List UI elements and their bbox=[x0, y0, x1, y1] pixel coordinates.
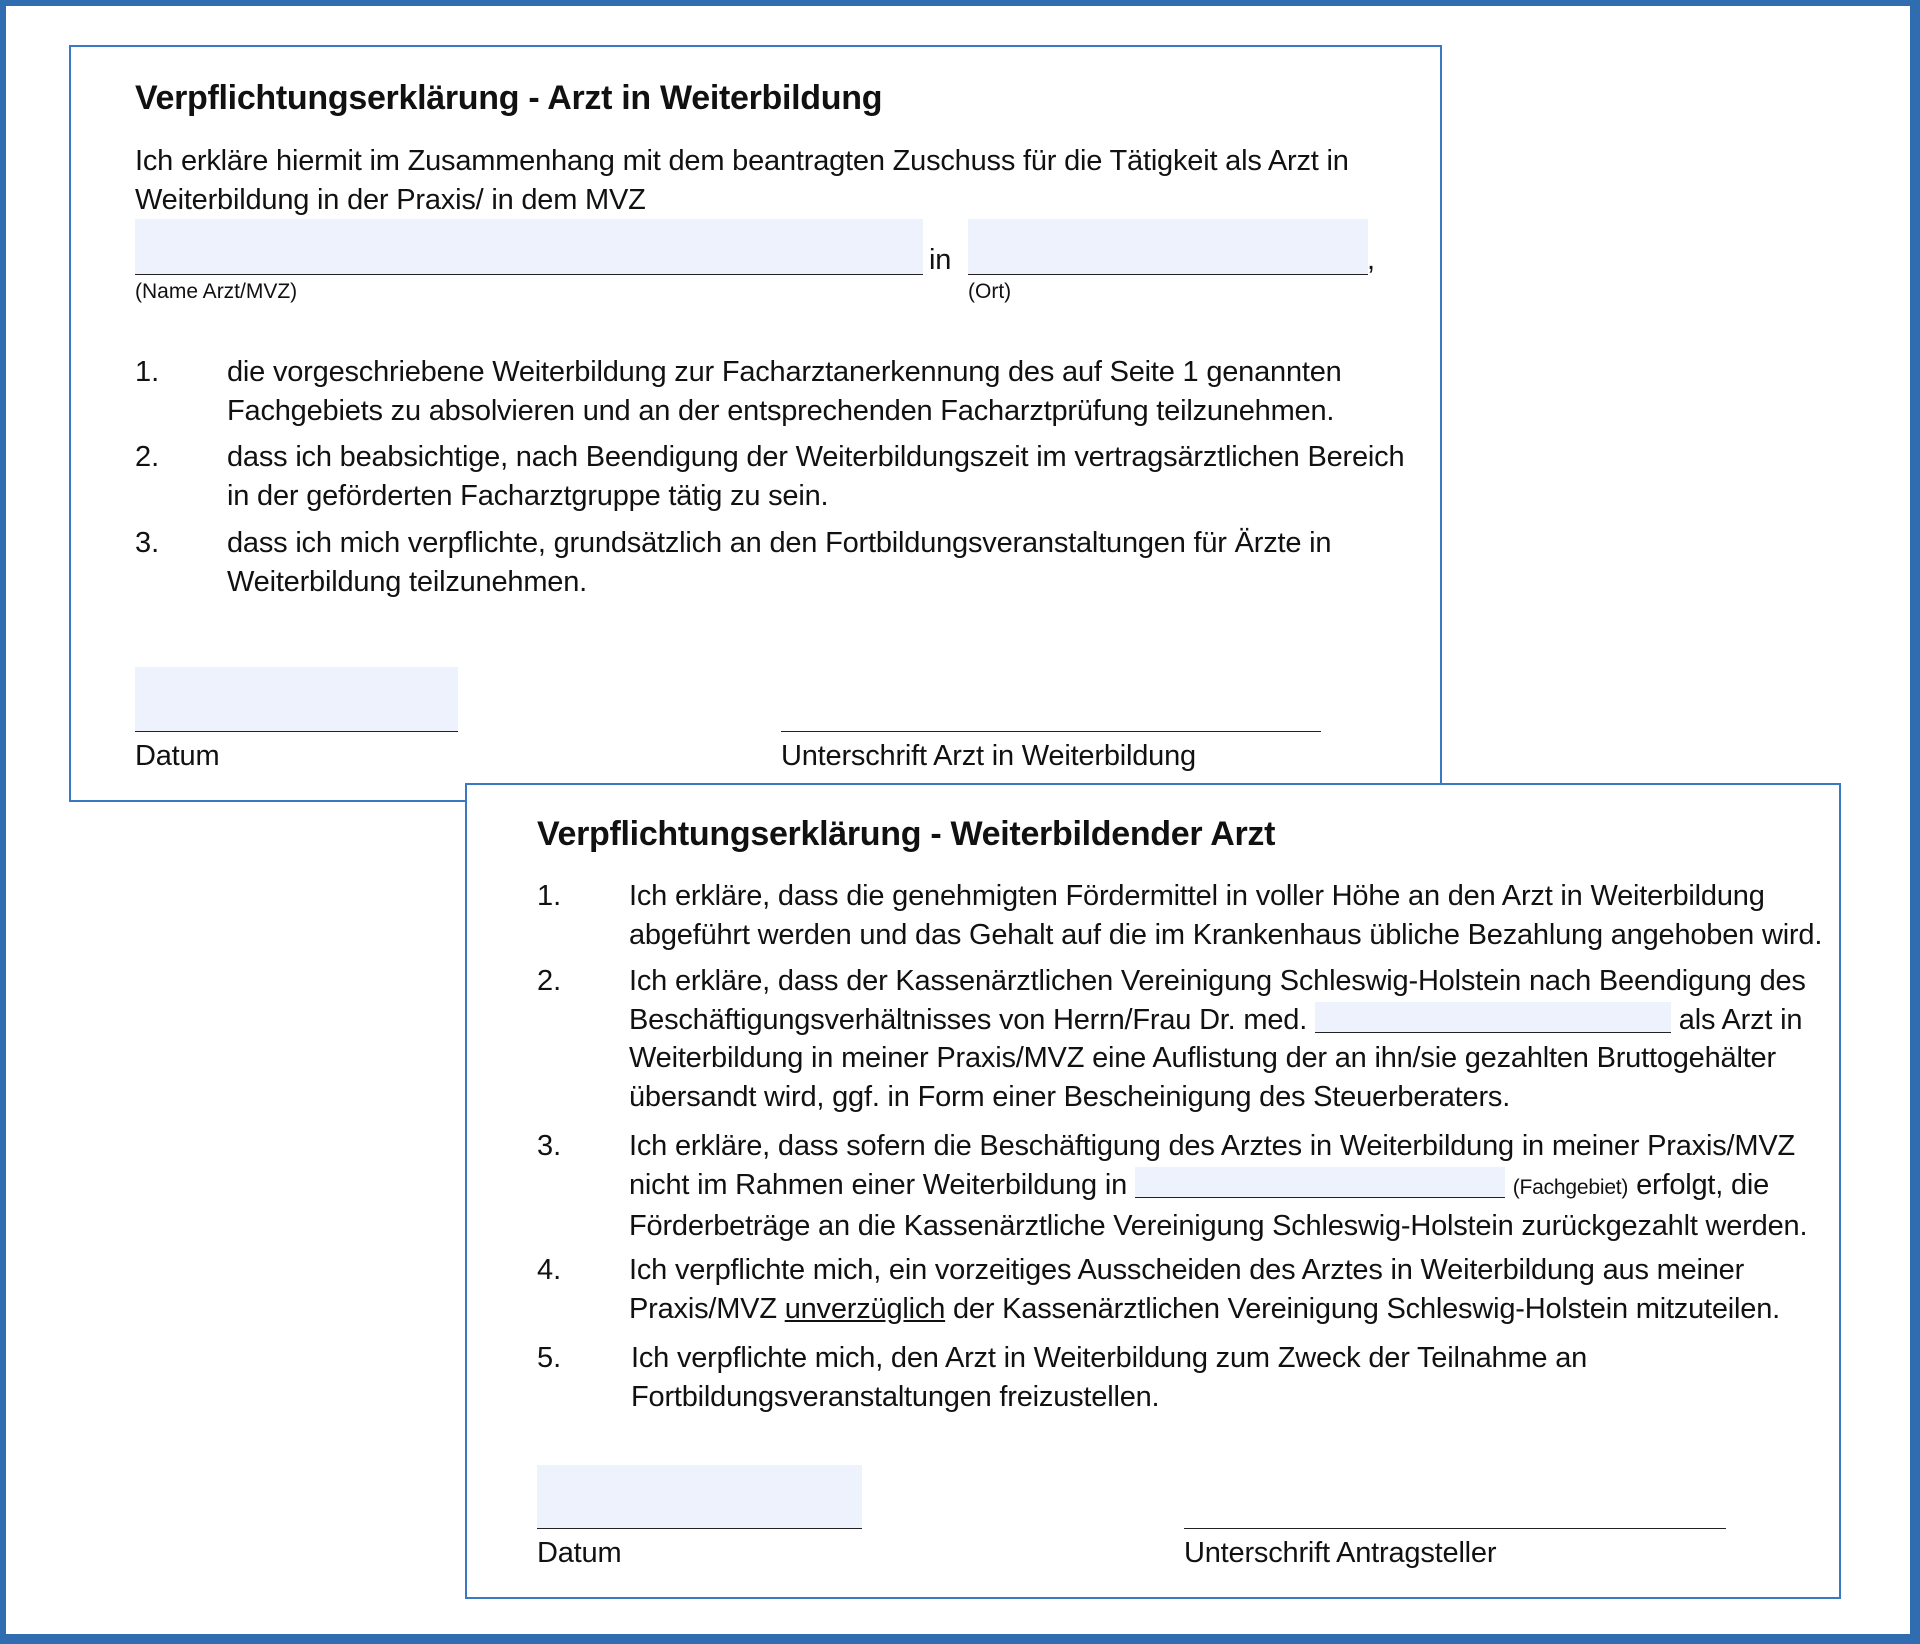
list-item-number: 1. bbox=[135, 356, 160, 388]
list-item: Ich erkläre, dass der Kassenärztlichen Vereinigung Schleswig-Holstein nach Beendigung des Beschäftigungsverhältnisses von Herrn/Frau Dr. med. als Arzt in Weiterbildung in meiner Praxis/MVZ eine Auflistung der an ihn/sie gezahlten Bruttogehälter übersandt wird, ggf. in Form einer Bescheinigung des Steuerberaters. bbox=[629, 965, 1806, 1113]
datum-field[interactable] bbox=[135, 667, 458, 732]
label-ort: (Ort) bbox=[968, 280, 1012, 303]
list-item: Ich verpflichte mich, ein vorzeitiges Ausscheiden des Arztes in Weiterbildung aus meiner Praxis/MVZ unverzüglich der Kassenärztlichen Vereinigung Schleswig-Holstein mitzuteilen. bbox=[629, 1254, 1781, 1325]
list-item-number: 3. bbox=[135, 527, 160, 559]
signature-line[interactable] bbox=[1184, 1528, 1726, 1529]
ort-field[interactable] bbox=[968, 219, 1368, 275]
name-arzt-mvz-field[interactable] bbox=[135, 219, 923, 275]
list-item-number: 1. bbox=[537, 880, 562, 912]
list-item: die vorgeschriebene Weiterbildung zur Facharztanerkennung des auf Seite 1 genannten Fachgebiets zu absolvieren und an der entsprechenden Facharztprüfung teilzunehmen. bbox=[227, 356, 1342, 427]
list-item: Ich erkläre, dass sofern die Beschäftigung des Arztes in Weiterbildung in meiner Praxis/MVZ nicht im Rahmen einer Weiterbildung in (Fachgebiet) erfolgt, die Förderbeträge an die Kassenärztliche Vereinigung Schleswig-Holstein zurückgezahlt werden. bbox=[629, 1130, 1808, 1242]
fachgebiet-field[interactable] bbox=[1135, 1167, 1505, 1198]
signature-line[interactable] bbox=[781, 731, 1321, 732]
declaration-trainee-panel bbox=[69, 45, 1442, 802]
list-item-number: 5. bbox=[537, 1342, 562, 1374]
list-item: dass ich beabsichtige, nach Beendigung der Weiterbildungszeit im vertragsärztlichen Bereich in der geförderten Facharztgruppe tätig zu sein. bbox=[227, 441, 1405, 512]
list-item: Ich verpflichte mich, den Arzt in Weiterbildung zum Zweck der Teilnahme an Fortbildungsveranstaltungen freizustellen. bbox=[631, 1342, 1588, 1413]
list-item-number: 4. bbox=[537, 1254, 562, 1286]
label-signature: Unterschrift Arzt in Weiterbildung bbox=[781, 740, 1196, 772]
intro-text-line1: Ich erkläre hiermit im Zusammenhang mit dem beantragten Zuschuss für die Tätigkeit als Arzt in bbox=[135, 145, 1349, 177]
doctor-name-field[interactable] bbox=[1315, 1002, 1671, 1033]
intro-text-line2: Weiterbildung in der Praxis/ in dem MVZ bbox=[135, 184, 646, 216]
list-item-number: 2. bbox=[537, 965, 562, 997]
comma-text: , bbox=[1367, 244, 1375, 276]
label-name-arzt-mvz: (Name Arzt/MVZ) bbox=[135, 280, 298, 303]
list-item: Ich erkläre, dass die genehmigten Fördermittel in voller Höhe an den Arzt in Weiterbildung abgeführt werden und das Gehalt auf die im Krankenhaus übliche Bezahlung angehoben wird. bbox=[629, 880, 1823, 951]
list-item-number: 3. bbox=[537, 1130, 562, 1162]
connector-in-text: in bbox=[929, 244, 952, 276]
panel-title: Verpflichtungserklärung - Weiterbildender Arzt bbox=[537, 815, 1276, 853]
datum-field[interactable] bbox=[537, 1465, 862, 1529]
list-item-number: 2. bbox=[135, 441, 160, 473]
declaration-trainer-panel bbox=[465, 783, 1841, 1599]
label-datum: Datum bbox=[537, 1537, 622, 1569]
list-item: dass ich mich verpflichte, grundsätzlich an den Fortbildungsveranstaltungen für Ärzte in Weiterbildung teilzunehmen. bbox=[227, 527, 1332, 598]
label-signature: Unterschrift Antragsteller bbox=[1184, 1537, 1497, 1569]
label-datum: Datum bbox=[135, 740, 220, 772]
panel-title: Verpflichtungserklärung - Arzt in Weiterbildung bbox=[135, 79, 883, 117]
